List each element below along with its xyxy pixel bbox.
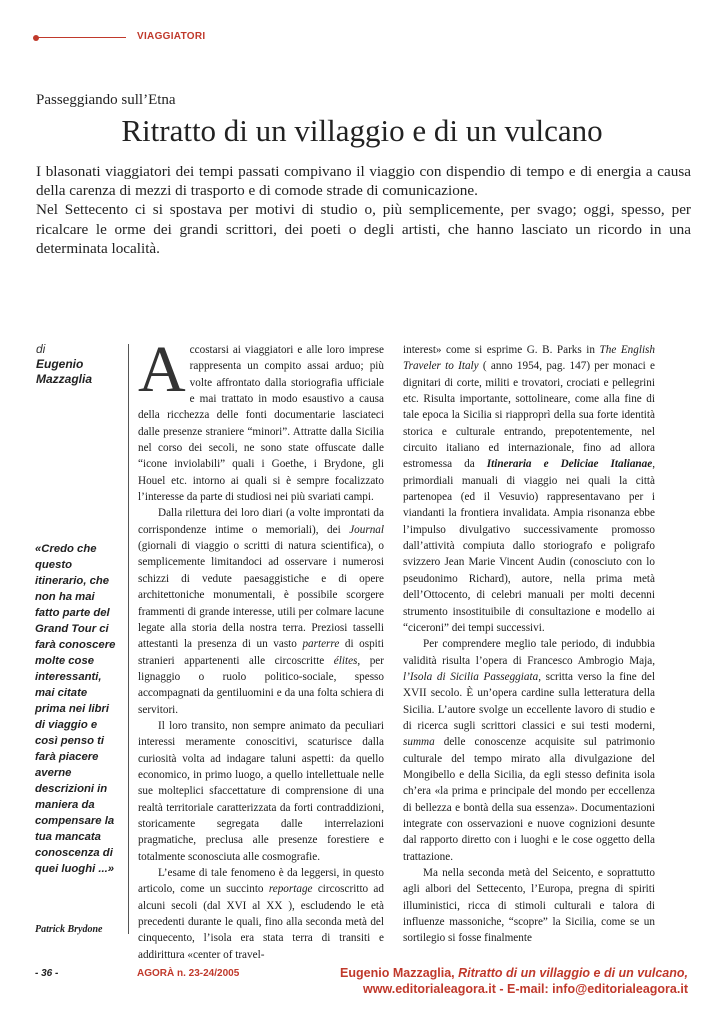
byline-prefix: di xyxy=(36,342,46,356)
emphasis: Journal xyxy=(349,523,384,536)
magazine-issue: AGORÀ n. 23-24/2005 xyxy=(137,968,240,979)
body-paragraph: Per comprendere meglio tale periodo, di indubbia validità risulta l’opera di Francesco Ambrogio Maja, l’Isola di Sicilia Passeggiata, scritta verso la fine del XVII secolo. È un’opera cardine sulla letteratura della Sicilia. L’autore svolge un eccellente lavoro di studio e di ricerca sugli scrittori classici e sui testi moderni, summa delle conoscenze acquisite sul patrimonio culturale del tempo mirato alla divulgazione del Mongibello e della Sicilia, da egli stesso definita isola ch’era «la prima e principale del mondo per eccellenza di bellezza e bontà della sua essenza». Documentazioni integrate con osservazioni e nuove cognizioni desunte dal rapporto diretto con i luoghi e le cose oggetto della trattazione. xyxy=(403,638,655,863)
body-paragraph: Ma nella seconda metà del Seicento, e soprattutto agli albori del Settecento, l’Europa, pregna di spiriti illuministici, ricca di stimoli culturali e talora di influenze massoniche, “scopre” la Sicilia, come se un sortilegio si fosse finalmente xyxy=(403,867,655,945)
body-paragraph: Il loro transito, non sempre animato da peculiari interessi meramente conoscitivi, scaturisce dalla curiosità volta ad indagare taluni aspetti: da quello economico, in primo luogo, a quello intellettuale nelle sue molteplici sfaccettature di comprensione di una realtà territoriale caratterizzata da forti contraddizioni, storicamente segregata dalle interrelazioni pragmatiche, preclusa alle presenze forestiere e totalmente sconosciuta alle cosmografie. xyxy=(138,719,384,863)
drop-cap: A xyxy=(138,333,186,406)
article-title: Ritratto di un villaggio e di un vulcano xyxy=(121,113,603,148)
kicker: Passeggiando sull’Etna xyxy=(36,92,176,108)
footer-author: Eugenio Mazzaglia, xyxy=(340,966,459,980)
emphasis: parterre xyxy=(302,638,340,651)
header-rule xyxy=(38,37,126,38)
emphasis: élites xyxy=(333,654,358,667)
author-first-name: Eugenio xyxy=(36,357,84,371)
page-number: - 36 - xyxy=(35,968,59,979)
emphasis: Itineraria e Deliciae Italianae xyxy=(486,458,653,471)
emphasis: l’Isola di Sicilia Passeggiata xyxy=(403,670,539,683)
body-column-1 xyxy=(138,333,384,963)
body-column-2 xyxy=(403,342,655,947)
footer-article-title: Ritratto di un villaggio e di un vulcano, xyxy=(458,966,688,980)
emphasis: The English Traveler to Italy xyxy=(403,344,656,373)
lead-paragraph-2: Nel Settecento ci si spostava per motivi di studio o, più semplicemente, per svago; oggi, spesso, per ricalcare le orme dei grandi scrittori, dei poeti o degli artisti, che hanno lasciato un ricordo in una determinata località. xyxy=(36,201,691,257)
lead-paragraph xyxy=(36,162,691,258)
body-paragraph: Accostarsi ai viaggiatori e alle loro imprese rappresenta un compito assai arduo; più volte affrontato dalla storiografia ufficiale e mai trattato in modo esaustivo a causa della ricchezza delle fonti documentarie lasciateci dalle presenze straniere “minori”. Attratte dalla Sicilia nel corso dei secoli, ne sono state offuscate dalle “icone inviolabili” quali i Goethe, i Brydone, gli Houel etc. intorno ai quali si è sempre focalizzato l’interesse da parte di studiosi nei più svariati campi. xyxy=(138,333,384,504)
lead-paragraph-1: I blasonati viaggiatori dei tempi passati compivano il viaggio con dispendio di tempo e di energia a causa della carenza di mezzi di trasporto e di comode strade di comunicazione. xyxy=(36,163,691,200)
column-divider xyxy=(128,344,129,934)
footer-contacts: www.editorialeagora.it - E-mail: info@editorialeagora.it xyxy=(363,982,688,996)
body-paragraph: Dalla rilettura dei loro diari (a volte improntati da corrispondenze intime o memoriali), dei Journal (giornali di viaggio o scritti di natura scientifica), o semplicemente limitandoci ad osservare i numerosi schizzi di vedute paesaggistiche e di opere architettoniche monumentali, è possibile scorgere frammenti di grande interesse, utili per colmare lacune legate alla storia della nostra terra. Preziosi tasselli attestanti la presenza di un vasto parterre di ospiti stranieri appartenenti alle circoscritte élites, per lignaggio o ruolo politico-sociale, spesso accompagnati da gentiluomini e da una folta schiera di servitori. xyxy=(138,507,384,716)
body-paragraph: L’esame di tale fenomeno è da leggersi, in questo articolo, come un succinto reportage circoscritto ad alcuni secoli (dal XVI al XX ), escludendo le età precedenti durante le quali, fino alla seconda metà del cinquecento, l’isola era stata terra di transiti e addirittura «center of travel- xyxy=(138,867,384,961)
byline xyxy=(36,342,92,387)
header-bullet xyxy=(33,35,39,41)
emphasis: reportage xyxy=(268,883,313,896)
author-last-name: Mazzaglia xyxy=(36,372,93,386)
footer-credits xyxy=(340,965,688,997)
pull-quote-author: Patrick Brydone xyxy=(35,924,103,935)
section-label: VIAGGIATORI xyxy=(137,31,206,42)
body-paragraph: interest» come si esprime G. B. Parks in The English Traveler to Italy ( anno 1954, pag. 147) per monaci e dignitari di corte, militi e trovatori, crociati e pellegrini etc. Risulta importante, sottolineare, come alla fine di tale epoca la Sicilia si riapproprì della sua forte identità storica e culturale entrando, prepotentemente, nel circuito italiano ed internazionale, fino ad allora estromessa da Itineraria e Deliciae Italianae, primordiali manuali di viaggio nei quali la città partenopea (ed il Vesuvio) rappresentavano per i viandanti la frontiera invalidata. Ampia risonanza ebbe l’impulso divulgativo successivamente promosso dall’attività compiuta dallo storiografo e poligrafo svizzero Jean Marie Vincent Audin (conosciuto con lo pseudonimo Richard), autore, nella prima metà dell’Ottocento, di celebri manuali per molti decenni strumento insostituibile di consultazione e modello ai “ciceroni” dei tempi successivi. xyxy=(403,344,656,634)
emphasis: summa xyxy=(403,736,435,749)
pull-quote: «Credo che questo itinerario, che non ha mai fatto parte del Grand Tour ci farà conoscere molte cose interessanti, mai citate prima nei libri di viaggio e così penso ti farà piacere averne descrizioni in maniera da compensare la tua mancata conoscenza di quei luoghi ...» xyxy=(35,543,116,875)
